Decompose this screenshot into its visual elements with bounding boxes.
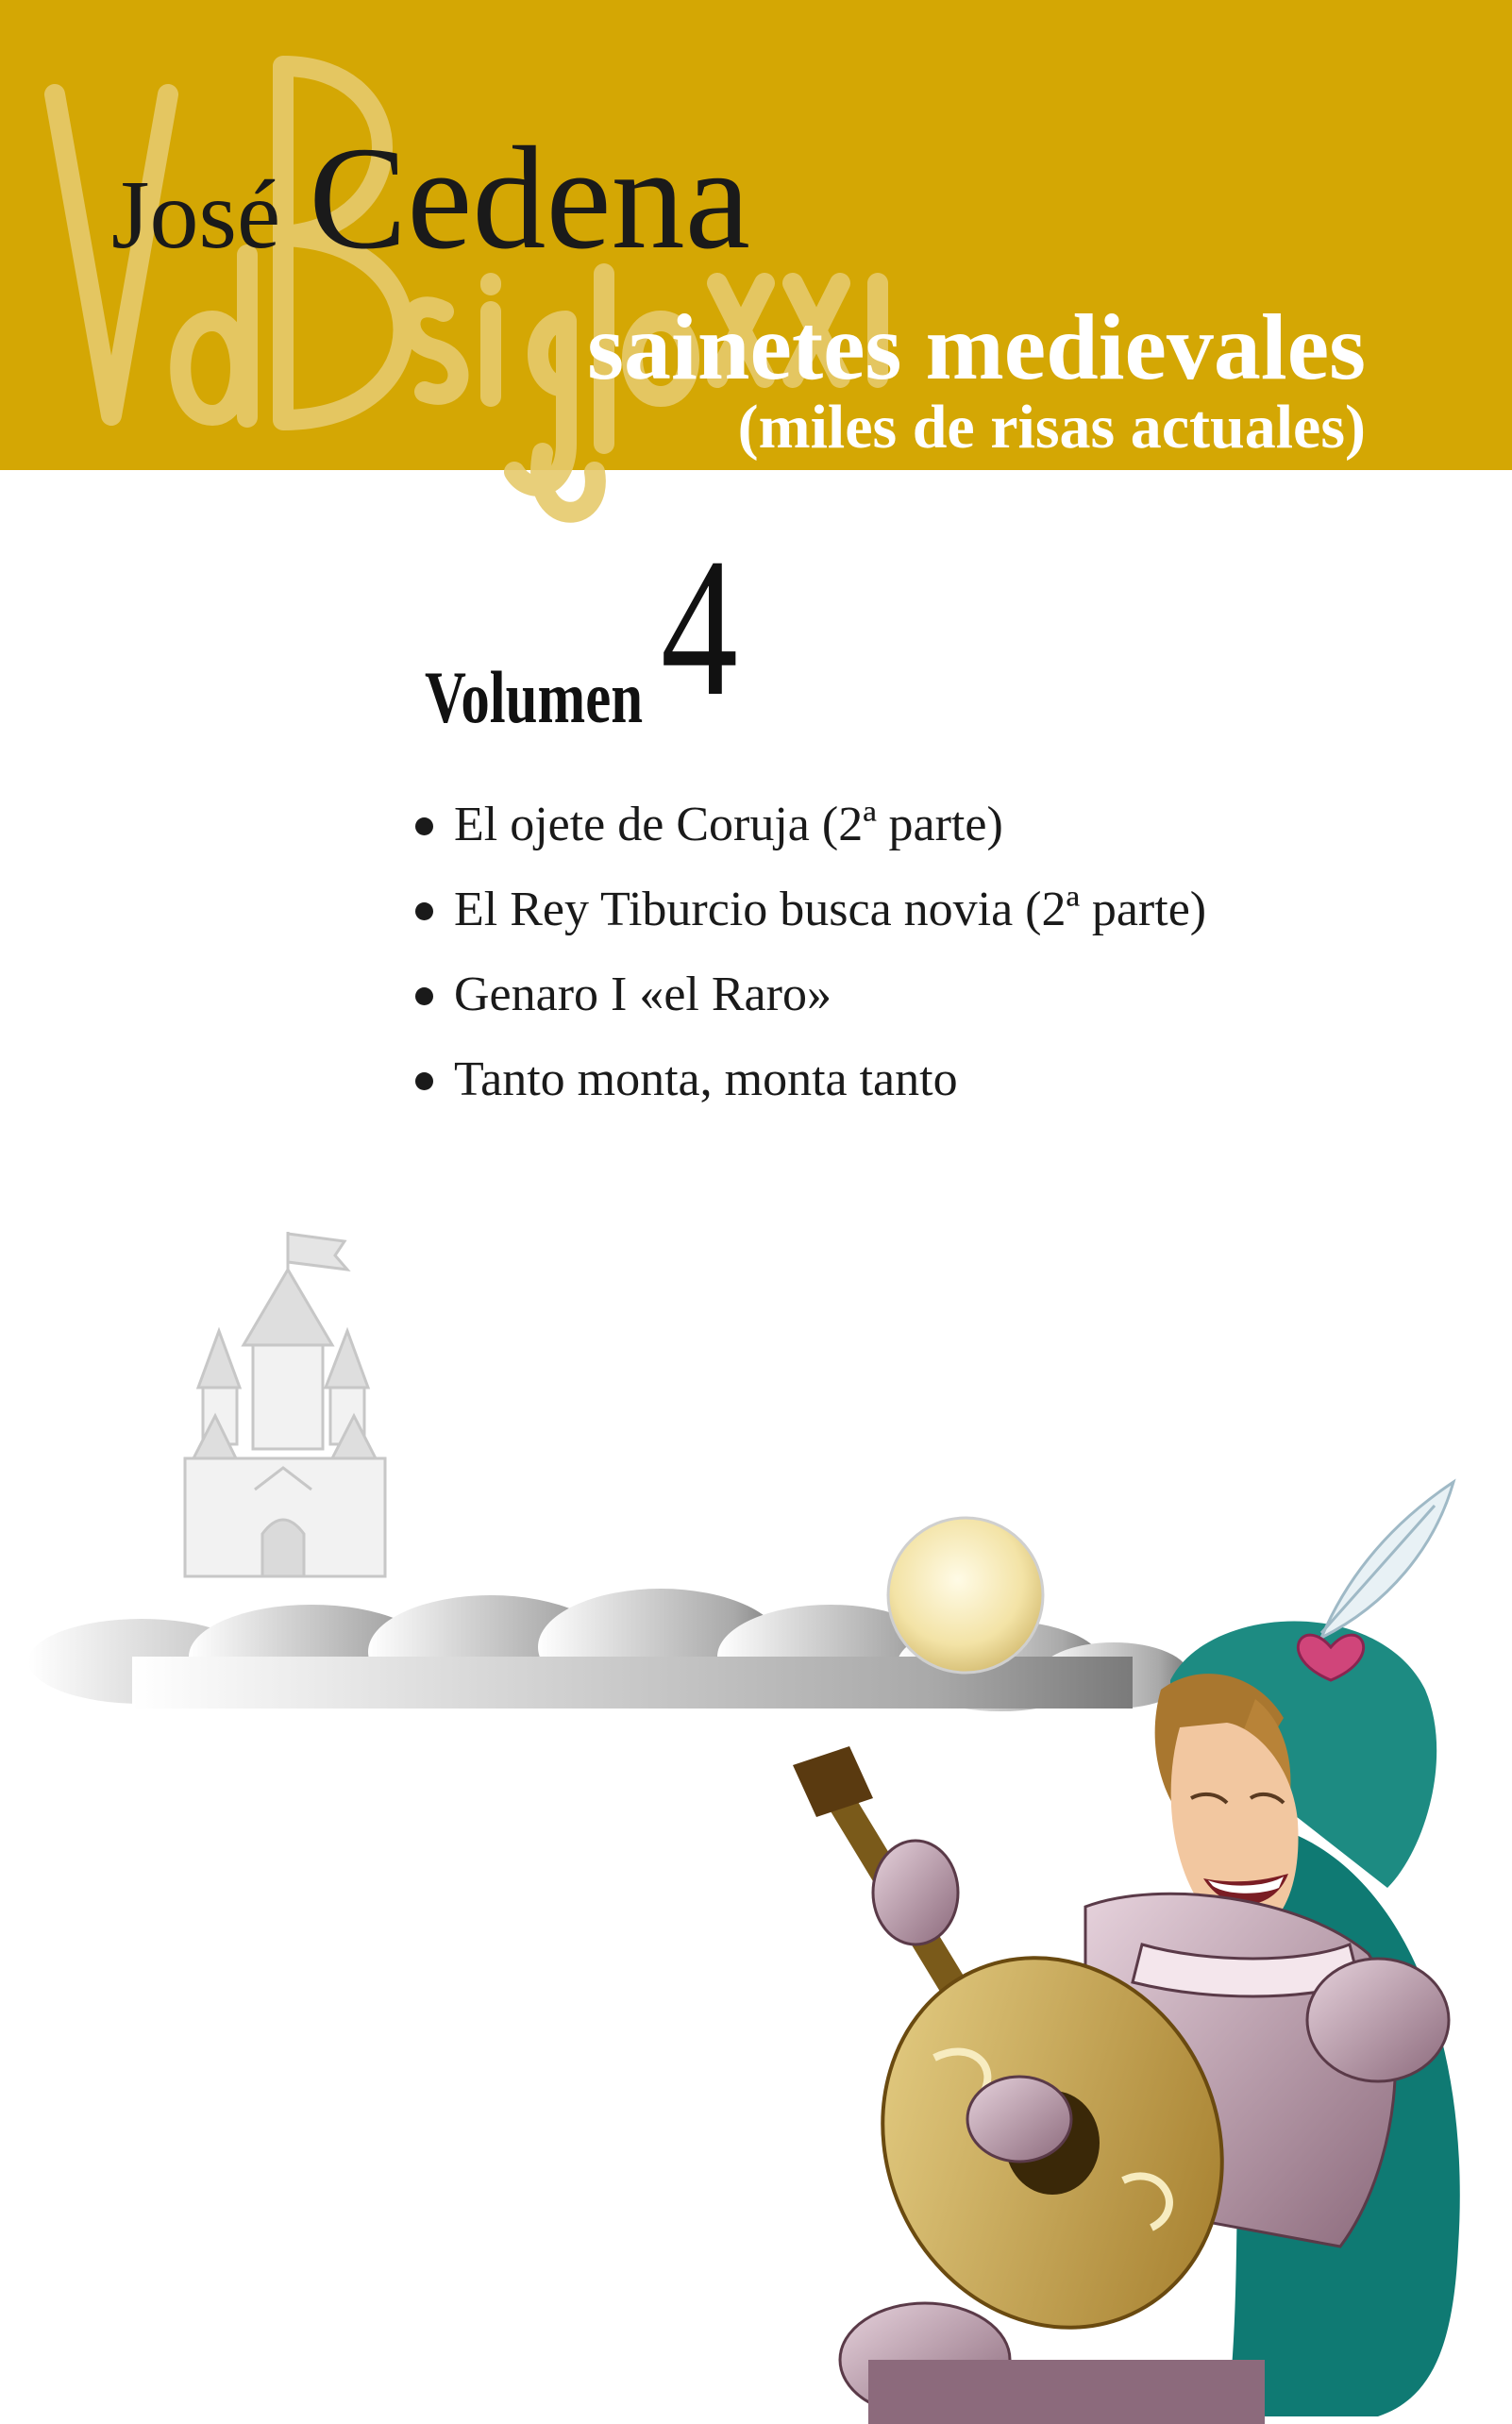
author-last-name: Cedena (309, 116, 750, 279)
contents-item-title: Tanto monta, monta tanto (454, 1052, 958, 1106)
contents-item (415, 876, 1206, 961)
contents-item (415, 961, 1206, 1046)
moon-orb (888, 1518, 1043, 1673)
right-hand (967, 2077, 1071, 2162)
contents-item (415, 791, 1206, 876)
left-hand (873, 1841, 958, 1944)
bullet-icon (415, 902, 433, 920)
volume-label: Volumen (425, 656, 644, 738)
author-first-name: José (111, 160, 281, 269)
contents-list (415, 791, 1206, 1131)
bullet-icon (415, 987, 433, 1005)
contents-item-title: El ojete de Coruja (2ª parte) (454, 798, 1003, 851)
series-title: sainetes medievales (587, 295, 1366, 399)
contents-item (415, 1046, 1206, 1131)
bullet-icon (415, 817, 433, 835)
volume-number: 4 (661, 518, 738, 737)
contents-item-title: Genaro I «el Raro» (454, 968, 832, 1021)
cover-illustration (0, 1189, 1512, 2424)
bullet-icon (415, 1072, 433, 1090)
publisher-watermark-logo (0, 0, 1512, 566)
castle-illustration (185, 1232, 385, 1576)
author-name (111, 113, 750, 283)
contents-item-title: El Rey Tiburcio busca novia (2ª parte) (454, 883, 1207, 936)
series-subtitle: (miles de risas actuales) (737, 393, 1366, 462)
